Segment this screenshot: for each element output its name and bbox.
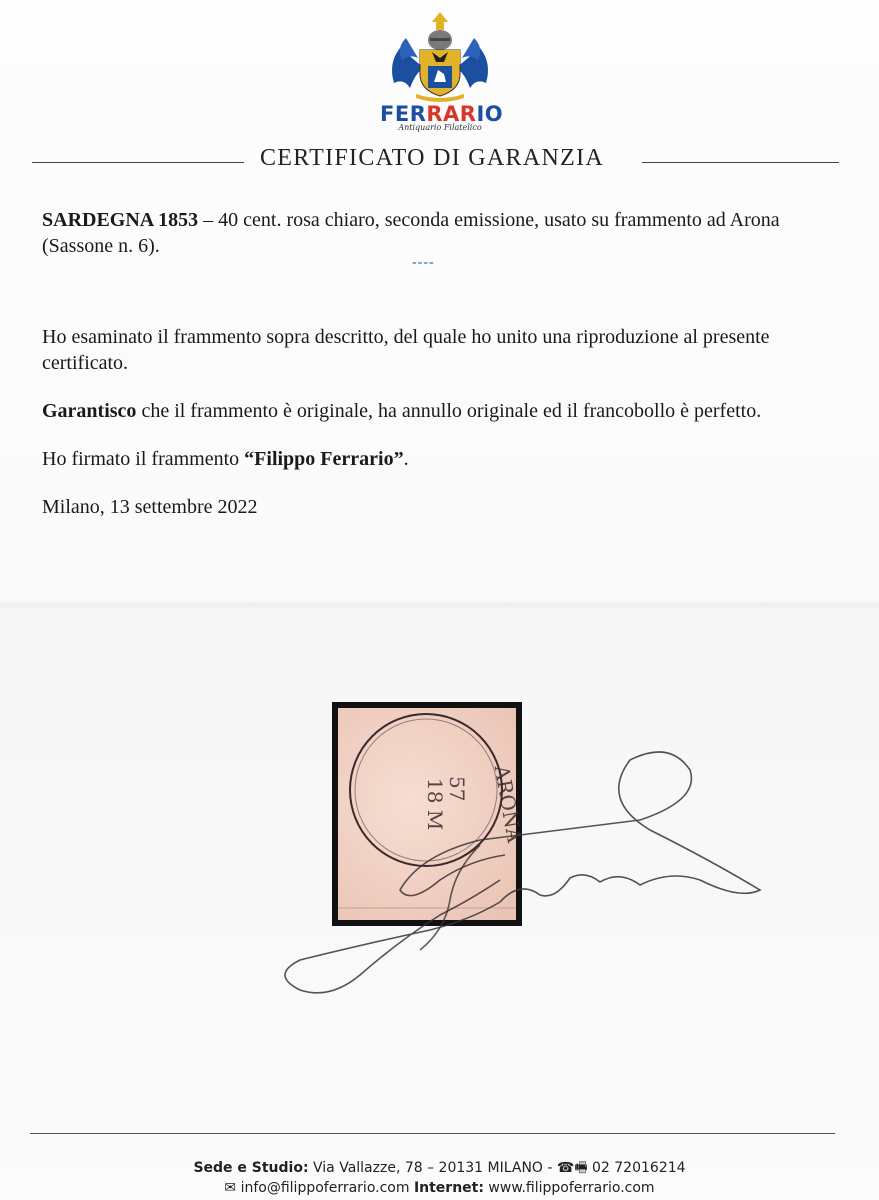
stamp-subject: SARDEGNA 1853 [42,209,199,231]
stamp [338,708,527,920]
brand-name: FERRARIO [380,102,504,126]
separator: ---- [412,255,435,270]
title-row [32,145,839,175]
postmark-date-1: 18 M [423,778,447,831]
website-link[interactable]: www.filippoferrario.com [483,1180,655,1196]
phone-fax-icon: ☎🖷 [556,1160,588,1176]
paragraph-examined: Ho esaminato il frammento sopra descritto, del quale ho unito una riproduzione al presente certificato. [42,326,770,374]
coat-of-arms-icon [380,8,500,100]
address: Via Vallazze, 78 – 20131 MILANO - [308,1160,557,1176]
envelope-icon: ✉ [224,1180,237,1196]
phone-number: 02 72016214 [587,1160,686,1176]
stamp-details: – 40 cent. rosa chiaro, seconda emissione, usato su frammento ad Arona (Sassone n. 6). [42,209,780,257]
title-rule-right [642,162,839,163]
postmark-city: ARONA [489,763,527,845]
ferrario-logo [380,8,504,132]
stamp-fragment-image [332,702,527,926]
signed-prefix: Ho firmato il frammento [42,448,245,470]
signed-name: “Filippo Ferrario” [244,448,404,470]
paragraph-guarantee [42,398,837,424]
guarantee-text: che il frammento è originale, ha annullo originale ed il francobollo è perfetto. [136,400,762,422]
postmark-icon [338,708,527,920]
page-title: CERTIFICATO DI GARANZIA [260,145,605,171]
signed-suffix: . [403,448,409,470]
title-rule-left [32,162,244,163]
stamp-description [42,207,837,259]
footer-rule [30,1133,835,1134]
footer-address [0,1157,879,1181]
paper-fold [0,600,879,610]
brand-tagline: Antiquario Filatelico [398,123,482,132]
address-label: Sede e Studio: [193,1160,309,1176]
postmark-date-2: 57 [445,776,469,802]
footer-contacts [0,1180,879,1196]
guarantee-bold: Garantisco [42,400,137,422]
email-link[interactable]: info@filippoferrario.com [236,1180,414,1196]
place-date: Milano, 13 settembre 2022 [42,496,258,518]
web-label: Internet: [413,1180,484,1196]
paragraph-signed [42,446,837,472]
